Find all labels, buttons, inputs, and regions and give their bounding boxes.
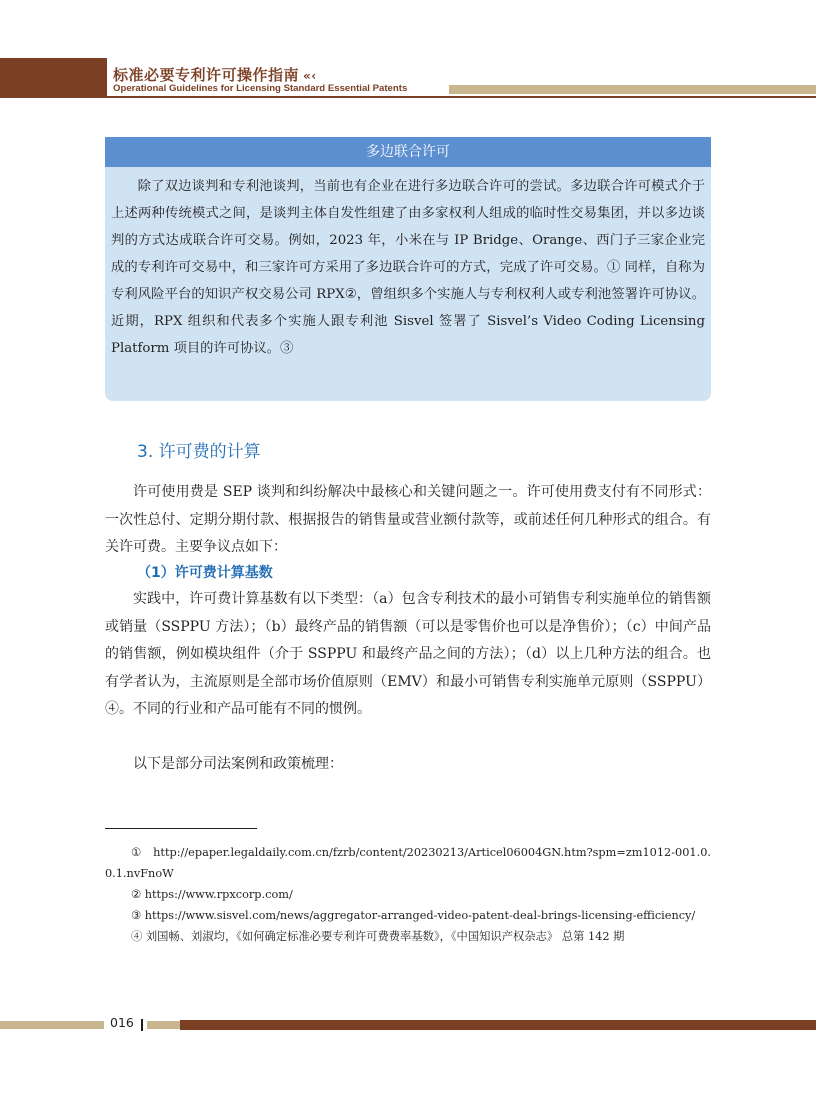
footer-rule-tan [147,1021,180,1029]
footer-rule-brown [180,1020,816,1030]
footer-divider [141,1019,143,1031]
body-paragraph-3 [105,751,711,779]
footnote-3: ③ https://www.sisvel.com/news/aggregator-arranged-video-patent-deal-brings-licensing-efficiency/ [130,909,696,922]
footer-rule-left [0,1021,104,1029]
running-header-subtitle: Operational Guidelines for Licensing Standard Essential Patents [113,83,408,94]
footnote-separator [105,828,257,829]
body-paragraph-1 [105,479,711,562]
subsection-heading: （1）许可费计算基数 [137,565,273,581]
header-color-block [0,58,107,98]
running-header-title: 标准必要专利许可操作指南 «‹ [113,66,317,84]
header-line [107,96,816,98]
section-heading: 3. 许可费的计算 [137,442,261,462]
paragraph-text: 实践中，许可费计算基数有以下类型：（a）包含专利技术的最小可销售专利实施单位的销售额或销量（SSPPU 方法）；（b）最终产品的销售额（可以是零售价也可以是净售价）；（c）中间产品的销售额，例如模块组件（介于 SSPPU 和最终产品之间的方法）；（d）以上几种方法的组合。也有学者认为，主流原则是全部市场价值原则（EMV）和最小可销售专利实施单元原则（SSPPU）④。不同的行业和产品可能有不同的惯例。 [105,591,711,717]
paragraph-text: 以下是部分司法案例和政策梳理： [133,756,343,772]
page-number: 016 [110,1015,134,1030]
header-rule [449,85,816,94]
footnotes [105,842,711,947]
paragraph-text: 许可使用费是 SEP 谈判和纠纷解决中最核心和关键问题之一。许可使用费支付有不同形式：一次性总付、定期分期付款、根据报告的销售量或营业额付款等，或前述任何几种形式的组合。有关许可费。主要争议点如下： [105,484,711,555]
footnote-4: ④ 刘国畅、刘淑均，《如何确定标准必要专利许可费费率基数》，《中国知识产权杂志》 总第 142 期 [130,930,625,943]
callout-paragraph: 除了双边谈判和专利池谈判，当前也有企业在进行多边联合许可的尝试。多边联合许可模式介于上述两种传统模式之间，是谈判主体自发性组建了由多家权利人组成的临时性交易集团，并以多边谈判的方式达成联合许可交易。例如，2023 年，小米在与 IP Bridge、Orange、西门子三家企业完成的专利许可交易中，和三家许可方采用了多边联合许可的方式，完成了许可交易。① 同样，自称为专利风险平台的知识产权交易公司 RPX②，曾组织多个实施人与专利权利人或专利池签署许可协议。近期，RPX 组织和代表多个实施人跟专利池 Sisvel 签署了 Sisvel’s Video Coding Licensing Platform 项目的许可协议。③ [111,179,705,356]
chevrons-icon: «‹ [303,69,317,83]
callout-box [105,137,711,401]
body-paragraph-2 [105,586,711,724]
footnote-2: ② https://www.rpxcorp.com/ [130,888,293,901]
callout-title: 多边联合许可 [105,137,711,167]
footnote-1: ① http://epaper.legaldaily.com.cn/fzrb/content/20230213/Articel06004GN.htm?spm=zm1012-001.0.0.1.nvFnoW [105,846,711,880]
callout-body [111,173,705,362]
